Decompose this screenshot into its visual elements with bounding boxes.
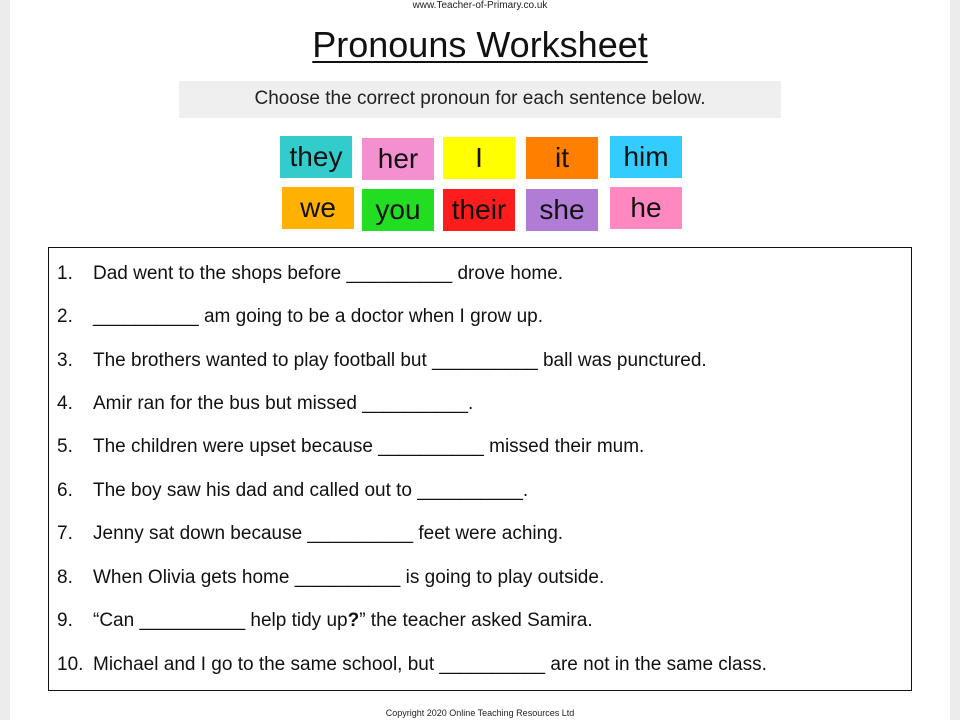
question-text: When Olivia gets home __________ is going to play outside. xyxy=(93,567,605,588)
word-tile-he: he xyxy=(610,187,682,229)
question-item xyxy=(57,391,907,417)
question-text: The children were upset because __________ missed their mum. xyxy=(93,436,645,457)
question-text: Dad went to the shops before __________ drove home. xyxy=(93,263,564,284)
question-text-end: ” the teacher asked Samira. xyxy=(359,610,593,631)
question-text: The brothers wanted to play football but __________ ball was punctured. xyxy=(93,350,707,371)
word-tile-we: we xyxy=(282,187,354,229)
word-tile-their: their xyxy=(443,189,515,231)
question-number: 8. xyxy=(57,567,73,588)
question-item xyxy=(57,608,907,634)
question-number: 5. xyxy=(57,436,73,457)
question-mark: ? xyxy=(347,610,360,631)
word-tile-you: you xyxy=(362,189,434,231)
question-item xyxy=(57,652,907,678)
word-tile-i: I xyxy=(443,137,515,179)
question-text: Michael and I go to the same school, but __________ are not in the same class. xyxy=(93,654,767,675)
question-item xyxy=(57,348,907,374)
copyright-notice: Copyright 2020 Online Teaching Resources Ltd xyxy=(385,708,575,718)
word-tile-it: it xyxy=(526,137,598,179)
question-number: 4. xyxy=(57,393,73,414)
word-tile-they: they xyxy=(280,136,352,178)
question-text: Jenny sat down because __________ feet were aching. xyxy=(93,523,564,544)
question-text-start: “Can __________ help tidy up xyxy=(93,610,348,631)
word-tile-her: her xyxy=(362,138,434,180)
page-margin-right xyxy=(950,0,960,720)
questions-box xyxy=(48,247,912,691)
question-item xyxy=(57,565,907,591)
question-number: 9. xyxy=(57,610,73,631)
question-number: 2. xyxy=(57,306,73,327)
question-text: The boy saw his dad and called out to __________. xyxy=(93,480,529,501)
question-text xyxy=(93,608,593,634)
question-item xyxy=(57,478,907,504)
word-tile-she: she xyxy=(526,189,598,231)
question-number: 3. xyxy=(57,350,73,371)
site-url: www.Teacher-of-Primary.co.uk xyxy=(412,0,548,11)
instruction-text: Choose the correct pronoun for each sentence below. xyxy=(179,81,781,118)
page-title: Pronouns Worksheet xyxy=(312,24,648,65)
question-number: 10. xyxy=(57,654,84,675)
question-number: 1. xyxy=(57,263,73,284)
question-item xyxy=(57,521,907,547)
question-item xyxy=(57,304,907,330)
question-item xyxy=(57,261,907,287)
question-number: 6. xyxy=(57,480,73,501)
question-text: __________ am going to be a doctor when I grow up. xyxy=(93,306,543,327)
word-tile-him: him xyxy=(610,136,682,178)
question-number: 7. xyxy=(57,523,73,544)
question-text: Amir ran for the bus but missed __________. xyxy=(93,393,474,414)
page-margin-left xyxy=(0,0,10,720)
question-item xyxy=(57,434,907,460)
